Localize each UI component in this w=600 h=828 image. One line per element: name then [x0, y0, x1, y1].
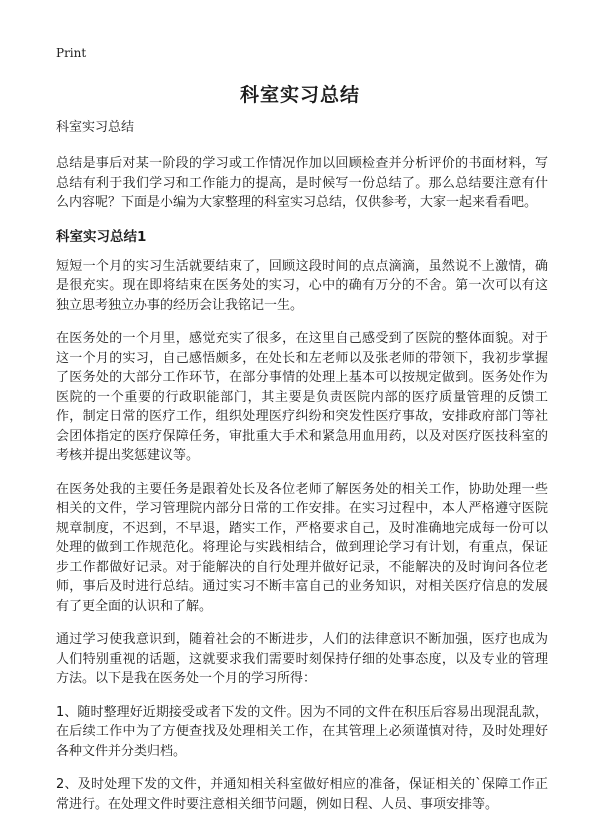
document-subtitle: 科室实习总结: [56, 120, 135, 135]
body-paragraph: 短短一个月的实习生活就要结束了，回顾这段时间的点点滴滴，虽然说不上激情，确是很充实。现在即将结束在医务处的实习，心中的确有万分的不舍。第一次可以有这独立思考独立办事的经历会让我铭记一生。: [56, 258, 548, 313]
body-paragraph: 通过学习使我意识到，随着社会的不断进步，人们的法律意识不断加强，医疗也成为人们特别重视的话题，这就要求我们需要时刻保持仔细的处事态度，以及专业的管理方法。以下是我在医务处一个月的学习所得：: [56, 632, 548, 686]
print-link[interactable]: Print: [56, 46, 87, 60]
list-item-paragraph: 2、及时处理下发的文件，并通知相关科室做好相应的准备，保证相关的`保障工作正常进行。在处理文件时要注意相关细节问题，例如日程、人员、事项安排等。: [56, 777, 548, 812]
list-item-paragraph: 1、随时整理好近期接受或者下发的文件。因为不同的文件在积压后容易出现混乱款，在后续工作中为了方便查找及处理相关工作，在其管理上必须谨慎对待，及时处理好各种文件并分类归档。: [56, 704, 548, 759]
document-body: [56, 118, 548, 828]
document-title: 科室实习总结: [239, 84, 360, 106]
body-paragraph: 在医务处我的主要任务是跟着处长及各位老师了解医务处的相关工作，协助处理一些相关的文件，学习管理院内部分日常的工作安排。在实习过程中，本人严格遵守医院规章制度，不迟到，不早退，踏实工作，严格要求自己，及时准确地完成每一份可以处理的做到工作规范化。将理论与实践相结合，做到理论学习有计划，有重点，保证步工作都做好记录。对于能解决的自行处理并做好记录，不能解决的及时询问各位老师，事后及时进行总结。通过实习不断丰富自己的业务知识，对相关医疗信息的发展有了更全面的认识和了解。: [56, 481, 548, 614]
body-paragraph: 在医务处的一个月里，感觉充实了很多，在这里自己感受到了医院的整体面貌。对于这一个月的实习，自己感悟颇多，在处长和左老师以及张老师的带领下，我初步掌握了医务处的大部分工作环节，在部分事情的处理上基本可以按规定做到。医务处作为医院的一个重要的行政职能部门，其主要是负责医院内部的医疗质量管理的反馈工作，制定日常的医疗工作，组织处理医疗纠纷和突发性医疗事故，安排政府部门等社会团体指定的医疗保障任务，审批重大手术和紧急用血用药，以及对医疗医技科室的考核并提出奖惩建议等。: [56, 331, 548, 463]
section-heading: 科室实习总结1: [56, 228, 147, 245]
intro-paragraph: 总结是事后对某一阶段的学习或工作情况作加以回顾检查并分析评价的书面材料，写总结有利于我们学习和工作能力的提高，是时候写一份总结了。那么总结要注意有什么内容呢？下面是小编为大家整理的科室实习总结，仅供参考，大家一起来看看吧。: [56, 156, 548, 210]
